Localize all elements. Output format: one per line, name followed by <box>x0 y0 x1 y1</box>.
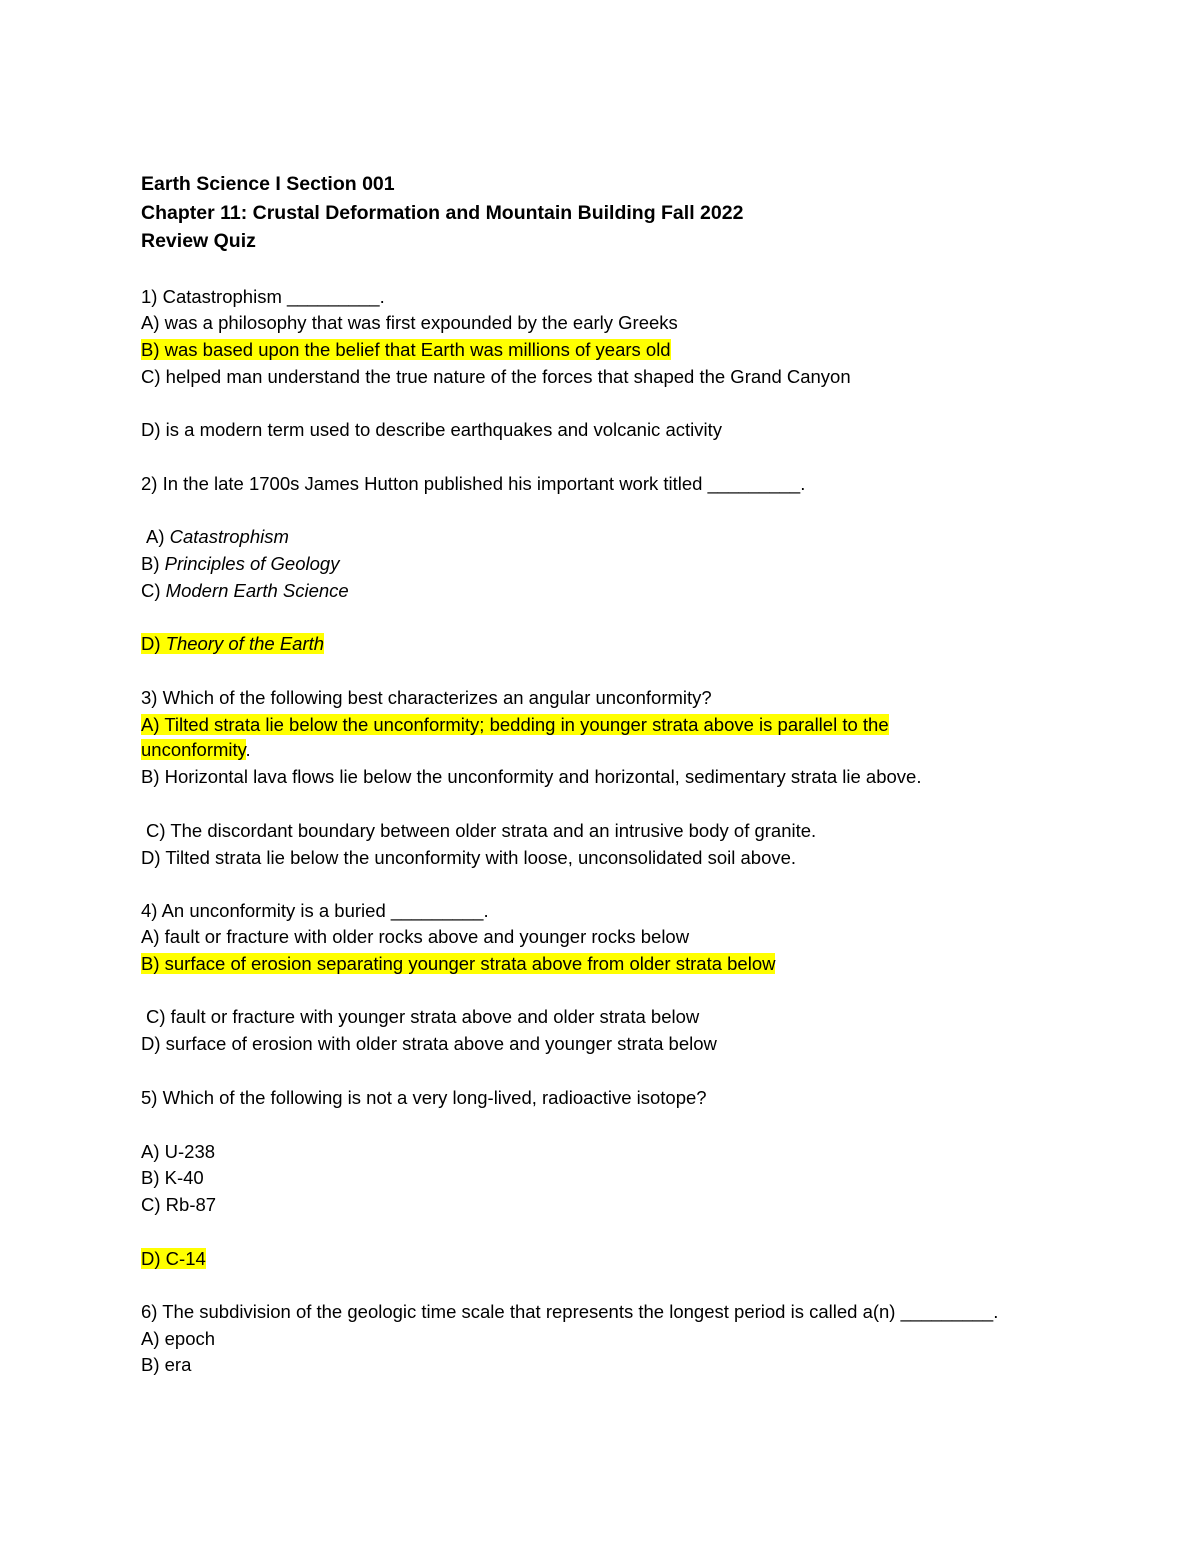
option-text: era <box>164 1354 192 1375</box>
option-prefix: C) <box>146 820 171 841</box>
option-text: Principles of Geology <box>164 553 340 574</box>
option-text: is a modern term used to describe earthquakes and volcanic activity <box>165 419 722 440</box>
question-5-option-a <box>141 1140 215 1164</box>
option-prefix: C) <box>141 1194 166 1215</box>
option-prefix: A) <box>141 1141 165 1162</box>
option-prefix: C) <box>141 366 166 387</box>
option-text: C-14 <box>165 1248 206 1269</box>
question-4-option-c <box>146 1005 699 1029</box>
option-text: U-238 <box>164 1141 216 1162</box>
question-2-option-d-answer <box>141 632 324 656</box>
question-3-stem: 3) Which of the following best characterizes an angular unconformity? <box>141 687 712 708</box>
option-prefix: B) <box>141 766 165 787</box>
option-text: Tilted strata lie below the unconformity with loose, unconsolidated soil above. <box>165 847 797 868</box>
option-prefix: C) <box>141 580 166 601</box>
question-1-option-b-answer <box>141 338 671 362</box>
option-prefix: A) <box>141 714 165 735</box>
question-1-option-a <box>141 311 678 335</box>
question-3-option-b <box>141 765 921 789</box>
question-6-stem: 6) The subdivision of the geologic time scale that represents the longest period is called a(n) _________. <box>141 1301 999 1322</box>
question-4-stem: 4) An unconformity is a buried _________. <box>141 900 489 921</box>
question-2-option-a <box>146 525 289 549</box>
option-prefix: A) <box>146 526 170 547</box>
question-3-option-c <box>146 819 816 843</box>
question-2-option-c <box>141 579 349 603</box>
option-prefix: A) <box>141 926 165 947</box>
option-prefix: B) <box>141 1167 165 1188</box>
question-2-stem: 2) In the late 1700s James Hutton published his important work titled _________. <box>141 473 806 494</box>
option-prefix: D) <box>141 1248 166 1269</box>
question-4-option-b-answer <box>141 952 775 976</box>
course-title: Earth Science I Section 001 <box>141 173 395 195</box>
question-5-option-c <box>141 1193 216 1217</box>
option-text: The discordant boundary between older strata and an intrusive body of granite. <box>170 820 817 841</box>
question-3-option-a-answer <box>141 713 889 737</box>
option-text: Tilted strata lie below the unconformity; bedding in younger strata above is parallel to the <box>164 714 889 735</box>
sentence-period: . <box>245 739 251 760</box>
option-text: Catastrophism <box>169 526 289 547</box>
highlighted-answer <box>141 953 775 974</box>
highlighted-answer <box>141 1248 206 1269</box>
option-text: Rb-87 <box>165 1194 217 1215</box>
question-1-stem: 1) Catastrophism _________. <box>141 286 385 307</box>
option-text: fault or fracture with younger strata above and older strata below <box>170 1006 700 1027</box>
option-prefix: B) <box>141 553 165 574</box>
option-text: Theory of the Earth <box>165 633 325 654</box>
question-4-option-d <box>141 1032 717 1056</box>
highlighted-answer <box>141 714 889 735</box>
option-text: epoch <box>164 1328 216 1349</box>
option-text: was a philosophy that was first expounded by the early Greeks <box>164 312 678 333</box>
option-prefix: A) <box>141 312 165 333</box>
option-prefix: B) <box>141 953 165 974</box>
option-text: surface of erosion separating younger strata above from older strata below <box>164 953 776 974</box>
option-prefix: C) <box>146 1006 171 1027</box>
option-text: helped man understand the true nature of the forces that shaped the Grand Canyon <box>165 366 851 387</box>
question-1-option-d <box>141 418 722 442</box>
question-1-option-c <box>141 365 851 389</box>
option-prefix: D) <box>141 633 166 654</box>
highlighted-answer <box>141 339 671 360</box>
option-prefix: D) <box>141 1033 166 1054</box>
option-prefix: A) <box>141 1328 165 1349</box>
quiz-title: Review Quiz <box>141 230 256 252</box>
question-5-stem: 5) Which of the following is not a very long-lived, radioactive isotope? <box>141 1087 707 1108</box>
option-prefix: B) <box>141 1354 165 1375</box>
question-4-option-a <box>141 925 689 949</box>
question-5-option-d-answer <box>141 1247 206 1271</box>
highlighted-answer <box>141 633 324 654</box>
question-3-option-d <box>141 846 796 870</box>
option-prefix: D) <box>141 419 166 440</box>
question-5-option-b <box>141 1166 204 1190</box>
option-prefix: B) <box>141 339 165 360</box>
question-6-option-a <box>141 1327 215 1351</box>
option-text: K-40 <box>164 1167 204 1188</box>
highlighted-answer: unconformity <box>141 739 246 760</box>
question-3-option-a-answer-continued <box>141 738 251 762</box>
option-text: Horizontal lava flows lie below the unconformity and horizontal, sedimentary strata lie above. <box>164 766 922 787</box>
question-2-option-b <box>141 552 339 576</box>
option-text: surface of erosion with older strata above and younger strata below <box>165 1033 717 1054</box>
option-text: fault or fracture with older rocks above and younger rocks below <box>164 926 690 947</box>
option-text: Modern Earth Science <box>165 580 349 601</box>
option-text: was based upon the belief that Earth was millions of years old <box>164 339 671 360</box>
option-prefix: D) <box>141 847 166 868</box>
question-6-option-b <box>141 1353 191 1377</box>
chapter-title: Chapter 11: Crustal Deformation and Mountain Building Fall 2022 <box>141 202 744 224</box>
